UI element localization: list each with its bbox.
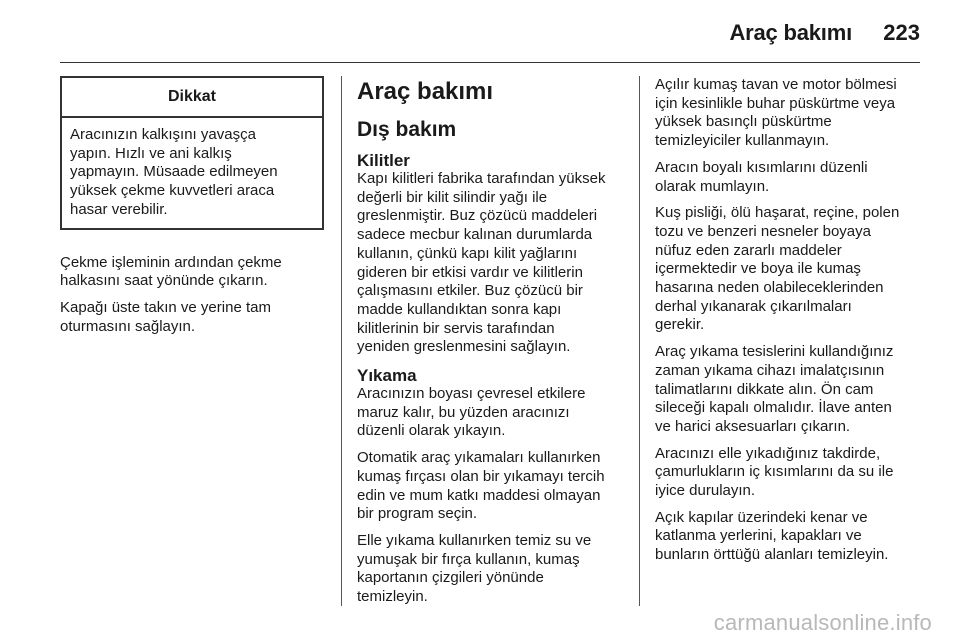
subsection-heading-washing: Yıkama xyxy=(357,366,417,386)
paragraph: Aracın boyalı kısımlarını düzenli olarak mumlayın. xyxy=(655,158,868,195)
warning-text: Aracınızın kalkışını yavaşça yapın. Hızlı ve ani kalkış yapmayın. Müsaade edilmeyen yüksek çekme kuvvetleri araca hasar verebilir. xyxy=(70,126,278,218)
warning-title: Dikkat xyxy=(62,78,322,118)
section-heading: Dış bakım xyxy=(357,118,457,141)
paragraph: Kapağı üste takın ve yerine tam oturmasını sağlayın. xyxy=(60,298,271,335)
paragraph: Çekme işleminin ardından çekme halkasını saat yönünde çıkarın. xyxy=(60,253,282,290)
paragraph: Aracınızı elle yıkadığınız takdirde, çamurlukların iç kısımlarını da su ile iyice durulayın. xyxy=(655,444,894,500)
paragraph: Otomatik araç yıkamaları kullanırken kumaş fırçası olan bir yıkamayı tercih edin ve mum katkı maddesi olmayan bir program seçin. xyxy=(357,449,605,523)
column-right xyxy=(655,76,923,573)
paragraph: Araç yıkama tesislerini kullandığınız zaman yıkama cihazı imalatçısının talimatlarını dikkate alın. Ön cam sileceği kapalı olmalıdır. İlave anten ve harici aksesuarları çıkarın. xyxy=(655,343,894,435)
paragraph: Elle yıkama kullanırken temiz su ve yumuşak bir fırça kullanın, kumaş kaportanın çizgileri yönünde temizleyin. xyxy=(357,531,592,606)
page-number: 223 xyxy=(883,20,920,45)
column-middle xyxy=(357,76,625,615)
column-divider-left xyxy=(341,76,342,606)
watermark: carmanualsonline.info xyxy=(713,610,932,635)
paragraph: Açılır kumaş tavan ve motor bölmesi için kesinlikle buhar püskürtme veya yüksek basınçlı püskürtme temizleyiciler kullanmayın. xyxy=(655,76,897,150)
chapter-heading: Araç bakımı xyxy=(357,78,494,105)
subsection-heading-locks: Kilitler xyxy=(357,151,410,170)
page-header xyxy=(0,0,960,60)
column-left xyxy=(60,76,326,344)
paragraph: Aracınızın boyası çevresel etkilere maruz kalır, bu yüzden aracınızı düzenli olarak yıkayın. xyxy=(357,385,586,440)
running-header-title: Araç bakımı xyxy=(729,20,852,45)
warning-box xyxy=(60,76,324,230)
paragraph: Kuş pisliği, ölü haşarat, reçine, polen tozu ve benzeri nesneler boyaya nüfuz eden zararlı maddeler içermektedir ve boya ile kumaş hasarına neden olabileceklerinden derhal yıkanarak çıkarılmaları gerekir. xyxy=(655,204,900,334)
paragraph: Kapı kilitleri fabrika tarafından yüksek değerli bir kilit silindir yağı ile greslenmiştir. Buz çözücü maddeleri sadece mecbur kalınan durumlarda kullanın, çünkü kapı kilit yağlarını gideren bir etkisi vardır ve kilitlerin çalışmasını etkiler. Buz çözücü bir madde kullandıktan sonra kapı kilitlerinin bir servis tarafından yeniden greslenmesini sağlayın. xyxy=(357,170,606,356)
paragraph: Açık kapılar üzerindeki kenar ve katlanma yerlerini, kapakları ve bunların örttüğü alanları temizleyin. xyxy=(655,508,889,564)
column-divider-right xyxy=(639,76,640,606)
header-divider xyxy=(60,62,920,63)
